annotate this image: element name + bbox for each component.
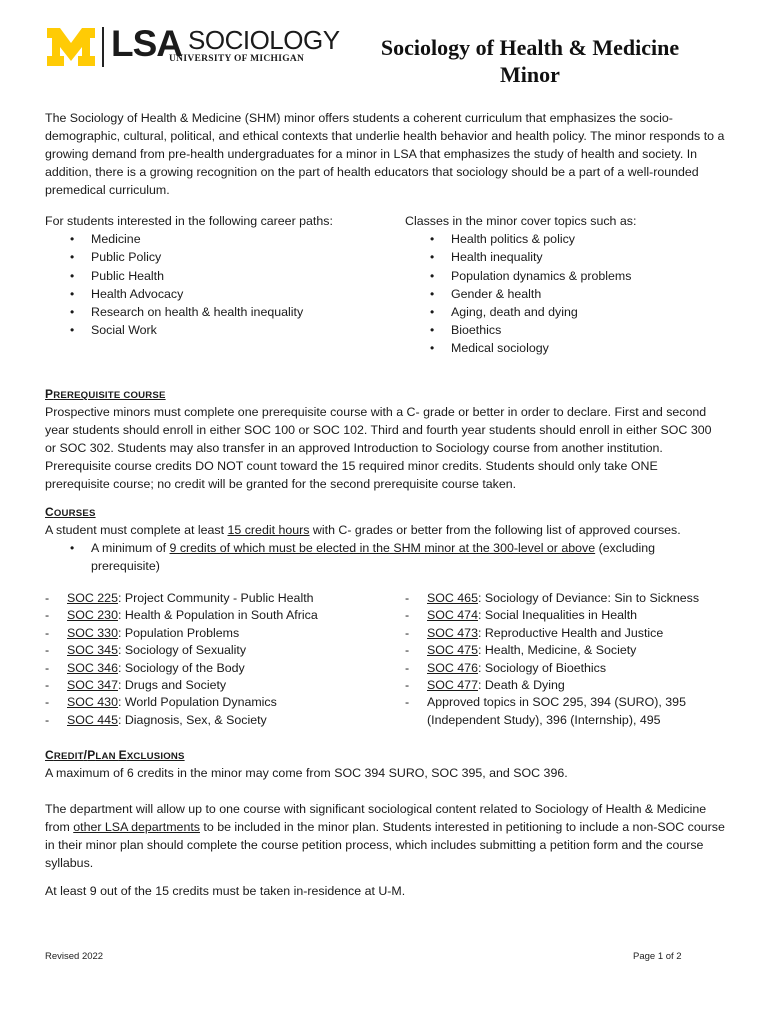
list-item: - SOC 345: Sociology of Sexuality bbox=[45, 642, 385, 659]
course-link[interactable]: SOC 225 bbox=[67, 591, 118, 605]
course-link[interactable]: SOC 465 bbox=[427, 591, 478, 605]
list-item: • Health politics & policy bbox=[405, 230, 725, 248]
course-link[interactable]: SOC 476 bbox=[427, 660, 478, 675]
list-item: • Health Advocacy bbox=[45, 285, 385, 303]
list-item: • Research on health & health inequality bbox=[45, 303, 385, 321]
other-departments-text: The department will allow up to one course with significant sociological content related to Sociology of Health & Medicine from other LSA departments to be included in the minor plan. Students interested in petitioning to include a non-SOC course in their minor plan should complete the course petition process, which includes submitting a petition form and the course syllabus. bbox=[45, 802, 725, 870]
intro-paragraph bbox=[45, 109, 725, 199]
prerequisite-heading: PREREQUISITE COURSE bbox=[45, 387, 166, 401]
list-item: - SOC 473: Reproductive Health and Justice bbox=[405, 625, 725, 642]
credit-exclusions-section bbox=[45, 748, 725, 900]
courses-heading: COURSES bbox=[45, 505, 96, 519]
list-item: • Public Policy bbox=[45, 248, 385, 266]
course-list-right bbox=[405, 590, 725, 729]
course-link[interactable]: SOC 477 bbox=[427, 678, 478, 693]
prerequisite-text: Prospective minors must complete one prerequisite course with a C- grade or better in order to declare. First and second year students should enroll in either SOC 100 or SOC 102. Third and fourth year students should enroll in either SOC 300 or SOC 302. Students may also transfer in an approved Introduction to Sociology course from another institution. Prerequisite course credits DO NOT count toward the 15 required minor credits. Students should only take ONE prerequisite course; no credit will be granted for the second prerequisite course taken. bbox=[45, 405, 712, 491]
lsa-sociology-logo bbox=[46, 23, 340, 69]
logo-divider bbox=[102, 27, 104, 67]
course-list-left bbox=[45, 590, 385, 729]
list-item: - SOC 477: Death & Dying bbox=[405, 677, 725, 694]
list-item: - SOC 330: Population Problems bbox=[45, 625, 385, 642]
intro-text: The Sociology of Health & Medicine (SHM) minor offers students a coherent curriculum that emphasizes the socio-demographic, cultural, political, and ethical contexts that underlie health behavior and health policy. The minor responds to a growing demand from pre-health undergraduates for a minor in LSA that emphasizes the study of health and society. In addition, there is a growing recognition on the part of health educators that sociology should be a part of a well-rounded premedical curriculum. bbox=[45, 111, 725, 197]
title-line-1: Sociology of Health & Medicine bbox=[380, 35, 680, 60]
list-item: - SOC 346: Sociology of the Body bbox=[45, 660, 385, 677]
list-item: - SOC 430: World Population Dynamics bbox=[45, 694, 385, 711]
topics-heading: Classes in the minor cover topics such as: bbox=[405, 214, 637, 228]
logo-wordmark bbox=[111, 23, 340, 64]
course-link[interactable]: SOC 346 bbox=[67, 660, 118, 675]
list-item: • Aging, death and dying bbox=[405, 303, 725, 321]
block-m-icon bbox=[46, 27, 96, 67]
page-number: Page 1 of 2 bbox=[633, 951, 682, 962]
course-link[interactable]: SOC 347 bbox=[67, 678, 118, 693]
prerequisite-section bbox=[45, 387, 725, 493]
courses-requirement-list bbox=[45, 539, 725, 575]
list-item: • Health inequality bbox=[405, 248, 725, 266]
credits-300-level-link[interactable]: 9 credits of which must be elected in the SHM minor at the 300-level or above bbox=[169, 541, 596, 555]
course-link[interactable]: SOC 430 bbox=[67, 695, 118, 710]
list-item: - SOC 230: Health & Population in South Africa bbox=[45, 607, 385, 624]
residence-text: At least 9 out of the 15 credits must be taken in-residence at U-M. bbox=[45, 884, 406, 898]
course-link[interactable]: SOC 330 bbox=[67, 625, 118, 640]
course-link[interactable]: SOC 230 bbox=[67, 608, 118, 623]
list-item: - Approved topics in SOC 295, 394 (SURO), 395 (Independent Study), 396 (Internship), 495 bbox=[405, 694, 725, 729]
course-link[interactable]: SOC 345 bbox=[67, 643, 118, 658]
list-item: • Social Work bbox=[45, 321, 385, 339]
credit-hours-link[interactable]: 15 credit hours bbox=[227, 523, 310, 537]
list-item: - SOC 445: Diagnosis, Sex, & Society bbox=[45, 712, 385, 729]
list-item: - SOC 225: Project Community - Public Health bbox=[45, 590, 385, 607]
course-link[interactable]: SOC 473 bbox=[427, 625, 478, 640]
list-item: • Public Health bbox=[45, 267, 385, 285]
courses-section bbox=[45, 505, 725, 575]
list-item: - SOC 474: Social Inequalities in Health bbox=[405, 607, 725, 624]
revised-date: Revised 2022 bbox=[45, 951, 104, 962]
credit-exclusions-heading: CREDIT/PLAN EXCLUSIONS bbox=[45, 748, 185, 762]
credit-max-text: A maximum of 6 credits in the minor may come from SOC 394 SURO, SOC 395, and SOC 396. bbox=[45, 766, 568, 780]
document-title bbox=[340, 34, 720, 88]
list-item: • A minimum of 9 credits of which must be elected in the SHM minor at the 300-level or above (excluding prerequisite) bbox=[45, 539, 725, 575]
career-list bbox=[45, 230, 385, 339]
other-lsa-departments-link[interactable]: other LSA departments bbox=[73, 820, 200, 834]
logo-university: UNIVERSITY OF MICHIGAN bbox=[169, 54, 305, 64]
list-item: • Gender & health bbox=[405, 285, 725, 303]
course-link[interactable]: SOC 474 bbox=[427, 608, 478, 623]
list-item: • Medicine bbox=[45, 230, 385, 248]
list-item: - SOC 465: Sociology of Deviance: Sin to Sickness bbox=[405, 590, 725, 607]
list-item: - SOC 476: Sociology of Bioethics bbox=[405, 660, 725, 677]
title-line-2: Minor bbox=[500, 62, 560, 87]
courses-intro: A student must complete at least 15 credit hours with C- grades or better from the following list of approved courses. bbox=[45, 523, 681, 537]
list-item: • Medical sociology bbox=[405, 339, 725, 357]
list-item: • Population dynamics & problems bbox=[405, 267, 725, 285]
list-item: - SOC 475: Health, Medicine, & Society bbox=[405, 642, 725, 659]
course-link[interactable]: SOC 475 bbox=[427, 643, 478, 658]
list-item: • Bioethics bbox=[405, 321, 725, 339]
logo-department: SOCIOLOGY bbox=[188, 25, 340, 55]
topics-list bbox=[405, 230, 725, 357]
list-item: - SOC 347: Drugs and Society bbox=[45, 677, 385, 694]
course-link[interactable]: SOC 445 bbox=[67, 712, 118, 727]
logo-lsa: LSA bbox=[111, 23, 182, 64]
career-heading: For students interested in the following career paths: bbox=[45, 214, 333, 228]
minor-topics bbox=[405, 212, 725, 358]
career-paths bbox=[45, 212, 385, 339]
